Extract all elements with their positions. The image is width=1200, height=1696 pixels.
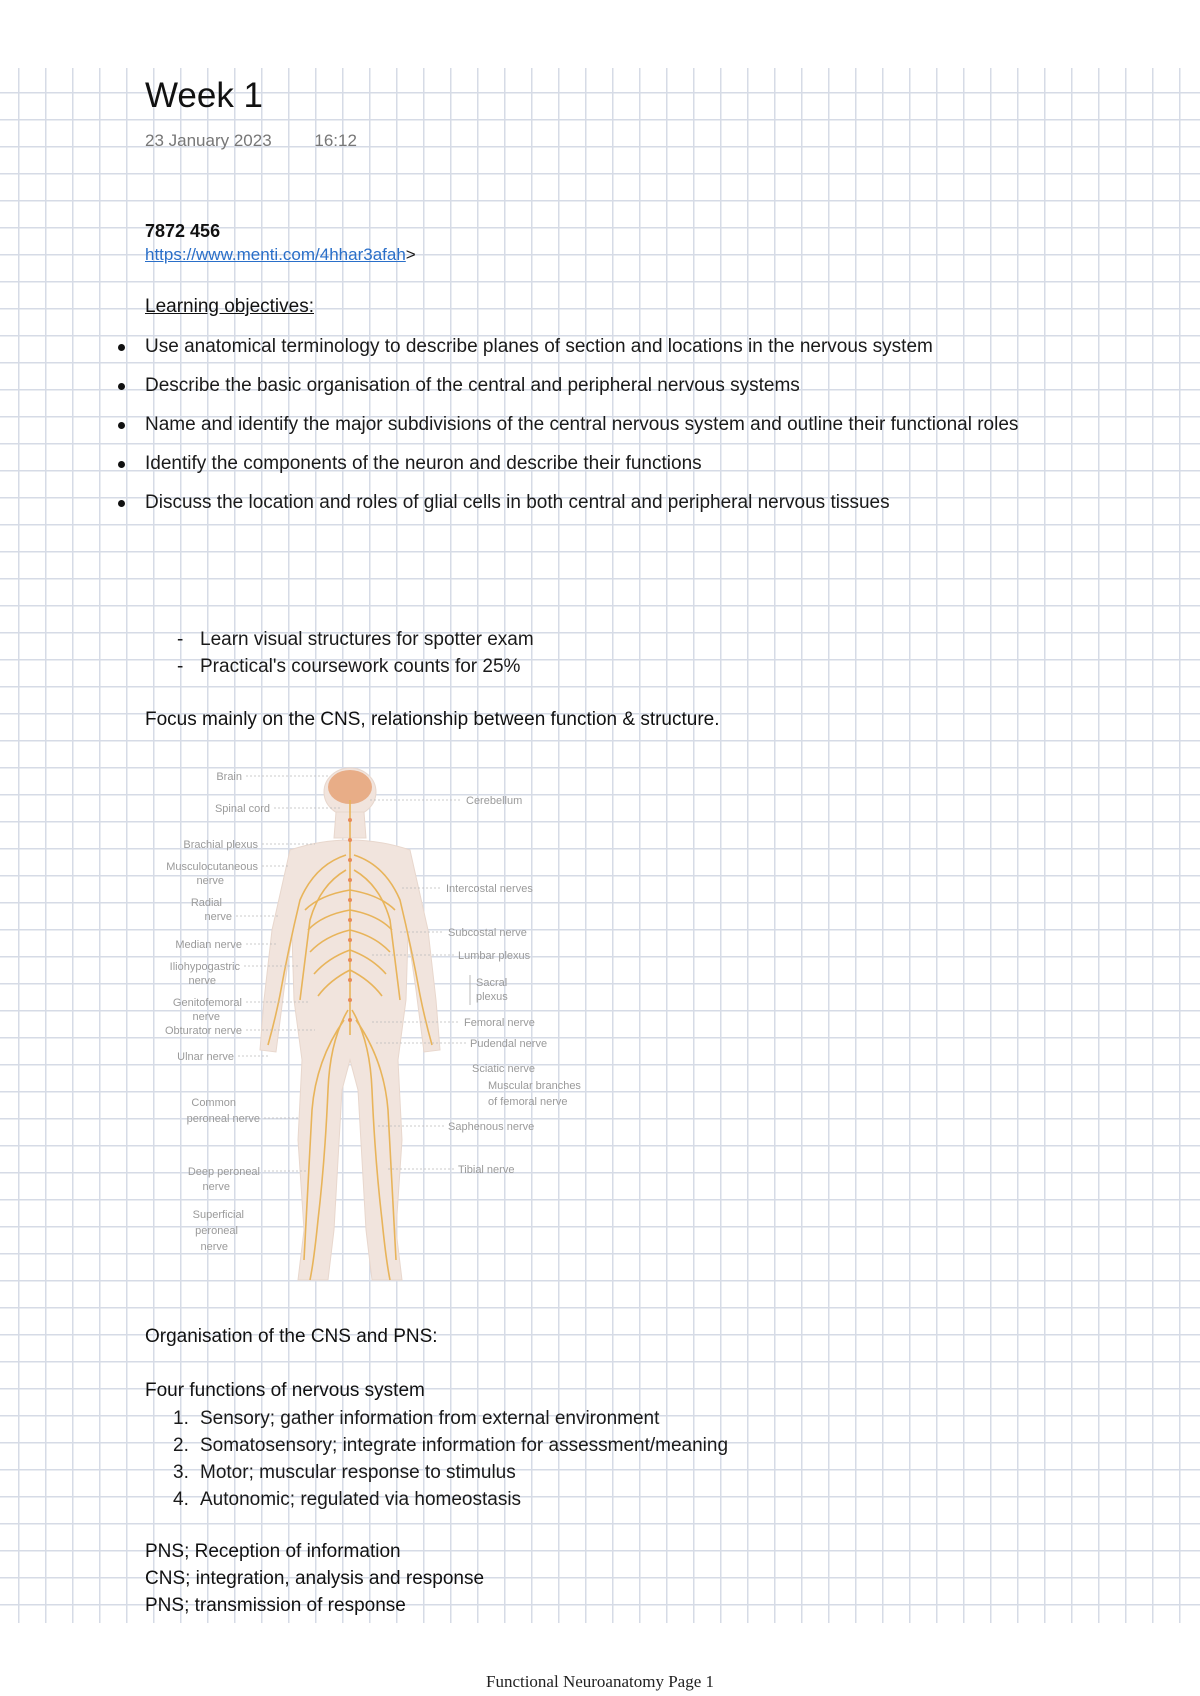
- figure-label: peroneal nerve: [186, 1113, 260, 1125]
- brain-shape: [328, 770, 372, 804]
- menti-link-line: [145, 245, 416, 265]
- figure-label: Saphenous nerve: [448, 1121, 535, 1133]
- link-suffix: >: [405, 245, 416, 264]
- figure-label: Spinal cord: [214, 803, 270, 815]
- list-item: 3. Motor; muscular response to stimulus: [173, 1462, 516, 1483]
- figure-label: Deep peroneal: [187, 1166, 260, 1178]
- figure-label: nerve: [196, 875, 224, 887]
- figure-label: plexus: [476, 991, 508, 1003]
- page-date: 23 January 2023: [145, 131, 272, 150]
- meeting-code: 7872 456: [145, 221, 221, 241]
- objectives-heading: Learning objectives:: [145, 296, 314, 317]
- flow-line-3: PNS; transmission of response: [145, 1595, 406, 1616]
- bullet-icon: [118, 461, 125, 468]
- figure-label: Intercostal nerves: [446, 883, 533, 895]
- figure-label: nerve: [188, 975, 216, 987]
- figure-label: Obturator nerve: [164, 1025, 242, 1037]
- bullet-icon: [118, 500, 125, 507]
- figure-label: Femoral nerve: [464, 1017, 535, 1029]
- list-item: Discuss the location and roles of glial cells in both central and peripheral nervous tissues: [145, 490, 1065, 516]
- menti-link[interactable]: https://www.menti.com/4hhar3afah: [145, 245, 406, 264]
- figure-label: Radial: [190, 897, 222, 909]
- right-labels: [446, 795, 581, 1176]
- list-item: Describe the basic organisation of the central and peripheral nervous systems: [145, 373, 1065, 399]
- list-item: 1. Sensory; gather information from external environment: [173, 1408, 660, 1429]
- dash-marker: -: [177, 629, 184, 650]
- list-item: 4. Autonomic; regulated via homeostasis: [173, 1489, 522, 1510]
- figure-label: of femoral nerve: [488, 1096, 568, 1108]
- flow-line-2: CNS; integration, analysis and response: [145, 1568, 485, 1589]
- list-item: Identify the components of the neuron and describe their functions: [145, 451, 1065, 477]
- figure-label: Median nerve: [175, 939, 242, 951]
- list-item: - Learn visual structures for spotter exam: [145, 626, 534, 653]
- bullet-icon: [118, 422, 125, 429]
- figure-label: Subcostal nerve: [448, 927, 527, 939]
- bullet-icon: [118, 383, 125, 390]
- figure-label: Cerebellum: [466, 795, 523, 807]
- figure-label: nerve: [202, 1181, 230, 1193]
- figure-label: Muscular branches: [488, 1080, 581, 1092]
- page-footer: Functional Neuroanatomy Page 1: [485, 1672, 715, 1691]
- page-title: Week 1: [145, 76, 264, 115]
- organisation-heading: Organisation of the CNS and PNS:: [145, 1326, 438, 1347]
- figure-label: Brachial plexus: [183, 839, 258, 851]
- flow-line-1: PNS; Reception of information: [145, 1541, 401, 1562]
- figure-label: Lumbar plexus: [458, 950, 531, 962]
- figure-label: Pudendal nerve: [470, 1038, 548, 1050]
- figure-label: nerve: [200, 1241, 228, 1253]
- dash-marker: -: [177, 656, 184, 677]
- figure-label: nerve: [204, 911, 232, 923]
- page-timestamp: [145, 131, 357, 151]
- figure-label: nerve: [192, 1011, 220, 1023]
- figure-label: Genitofemoral: [172, 997, 242, 1009]
- figure-label: Ulnar nerve: [177, 1051, 234, 1063]
- figure-label: Musculocutaneous: [166, 861, 258, 873]
- page-time: 16:12: [314, 131, 357, 150]
- figure-label: Iliohypogastric: [169, 961, 240, 973]
- figure-label: Brain: [216, 771, 242, 783]
- left-labels: [165, 771, 270, 1253]
- list-item: - Practical's coursework counts for 25%: [145, 653, 534, 680]
- figure-label: Sciatic nerve: [472, 1063, 535, 1075]
- nervous-system-figure: [140, 760, 610, 1300]
- list-item: Name and identify the major subdivisions of the central nervous system and outline their functional roles: [145, 412, 1065, 438]
- objectives-list: [145, 334, 1065, 529]
- figure-label: Superficial: [192, 1209, 244, 1221]
- list-item: Use anatomical terminology to describe planes of section and locations in the nervous system: [145, 334, 1065, 360]
- notes-list: [145, 626, 534, 680]
- bullet-icon: [118, 344, 125, 351]
- figure-label: Common: [191, 1097, 236, 1109]
- focus-note: Focus mainly on the CNS, relationship between function & structure.: [145, 709, 720, 730]
- figure-label: Sacral: [476, 977, 508, 989]
- figure-label: peroneal: [195, 1225, 238, 1237]
- figure-label: Tibial nerve: [458, 1164, 515, 1176]
- functions-list: [145, 1405, 728, 1513]
- functions-heading: Four functions of nervous system: [145, 1380, 425, 1401]
- list-item: 2. Somatosensory; integrate information for assessment/meaning: [173, 1435, 729, 1456]
